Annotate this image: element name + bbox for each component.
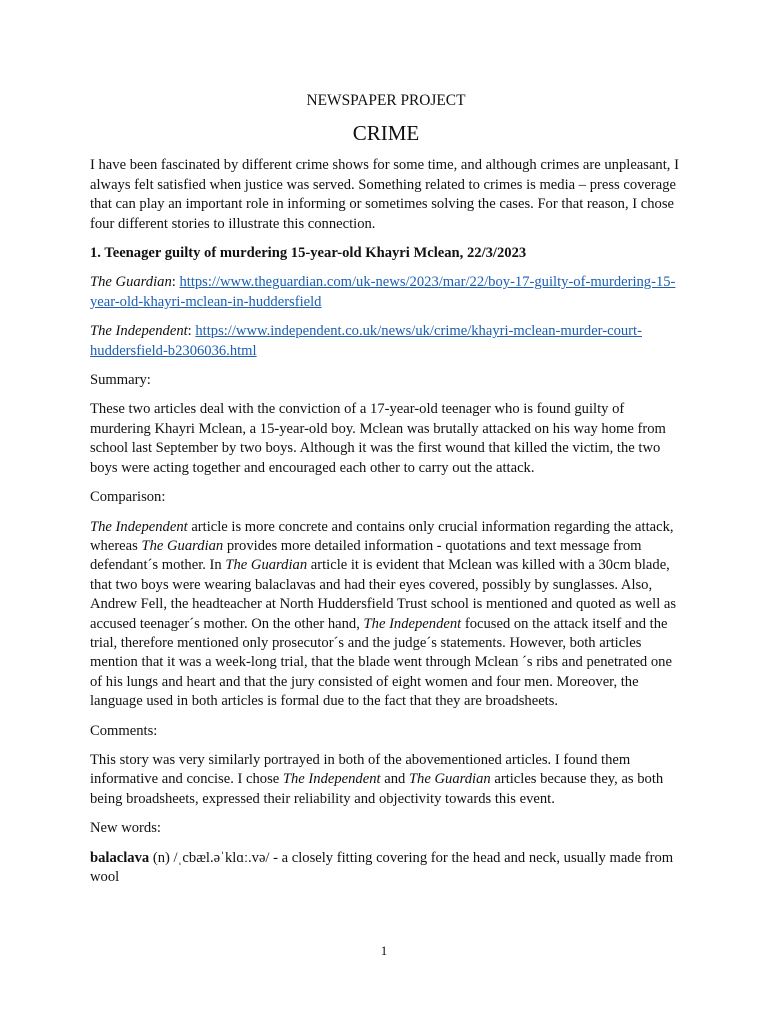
comparison-text: article is more concrete and contains only crucial information regarding the attack, whereas xyxy=(90,518,674,554)
source-separator: : xyxy=(171,274,180,291)
comparison-paragraph xyxy=(90,518,682,712)
summary-label: Summary: xyxy=(90,372,151,389)
source-guardian-name: The Guardian xyxy=(90,274,172,291)
comparison-label: Comparison: xyxy=(90,489,166,506)
comparison-text: provides more detailed information - quotations and text message from defendant´s mother. In xyxy=(90,537,642,574)
source-guardian xyxy=(90,273,682,312)
comparison-text: article it is evident that Mclean was killed with a 30cm blade, that two boys were wearing balaclavas and had their eyes covered, possibly by sunglasses. Also, Andrew Fell, the headteacher at North Huddersfield Trust school is mentioned and quoted as well as accused teenager´s mother. On the other hand, xyxy=(90,557,677,632)
publication-name: The Guardian xyxy=(141,537,224,554)
comments-text: This story was very similarly portrayed in both of the abovementioned articles. I found them informative and concise. I chose xyxy=(90,751,631,788)
vocabulary-term: balaclava xyxy=(90,849,150,866)
document-body xyxy=(90,91,682,897)
project-title: NEWSPAPER PROJECT xyxy=(306,92,466,109)
main-title: CRIME xyxy=(352,121,420,146)
new-words-label: New words: xyxy=(90,820,161,837)
vocabulary-entry xyxy=(90,849,682,888)
comments-text: articles because they, as both being broadsheets, expressed their reliability and objectivity towards this event. xyxy=(90,771,664,807)
publication-name: The Independent xyxy=(363,615,462,632)
intro-paragraph: I have been fascinated by different crime shows for some time, and although crimes are unpleasant, I always felt satisfied when justice was served. Something related to crimes is media – press coverage that can play an important role in informing or sometimes solving the cases. For that reason, I chose four different stories to illustrate this connection. xyxy=(90,157,679,232)
source-independent-name: The Independent xyxy=(90,323,188,340)
comments-text: and xyxy=(380,771,409,788)
source-separator: : xyxy=(187,323,196,340)
publication-name: The Guardian xyxy=(408,771,491,788)
publication-name: The Independent xyxy=(282,771,381,788)
publication-name: The Independent xyxy=(90,518,188,535)
page-number: 1 xyxy=(380,943,388,958)
independent-link[interactable]: https://www.independent.co.uk/news/uk/crime/khayri-mclean-murder-court-huddersfield-b2306036.html xyxy=(90,323,642,359)
summary-paragraph: These two articles deal with the conviction of a 17-year-old teenager who is found guilty of murdering Khayri Mclean, a 15-year-old boy. Mclean was brutally attacked on his way home from school last September by two boys. Although it was the first wound that killed the victim, the two boys were acting together and encouraged each other to carry out the attack. xyxy=(90,401,666,476)
vocabulary-definition: (n) /ˌcbæl.əˈklɑː.və/ - a closely fitting covering for the head and neck, usually made from wool xyxy=(90,849,674,885)
source-independent xyxy=(90,322,682,361)
publication-name: The Guardian xyxy=(225,557,308,574)
story-heading: 1. Teenager guilty of murdering 15-year-old Khayri Mclean, 22/3/2023 xyxy=(90,245,527,262)
comments-label: Comments: xyxy=(90,722,158,739)
comments-paragraph xyxy=(90,751,682,809)
guardian-link[interactable]: https://www.theguardian.com/uk-news/2023/mar/22/boy-17-guilty-of-murdering-15-year-old-khayri-mclean-in-huddersfield xyxy=(90,274,676,310)
comparison-text: focused on the attack itself and the trial, therefore mentioned only prosecutor´s and the judge´s statements. However, both articles mention that it was a week-long trial, that the blade went through Mclean ´s ribs and penetrated one of his lungs and heart and that the jury consisted of eight women and four men. Moreover, the language used in both articles is formal due to the fact that they are broadsheets. xyxy=(90,615,672,710)
